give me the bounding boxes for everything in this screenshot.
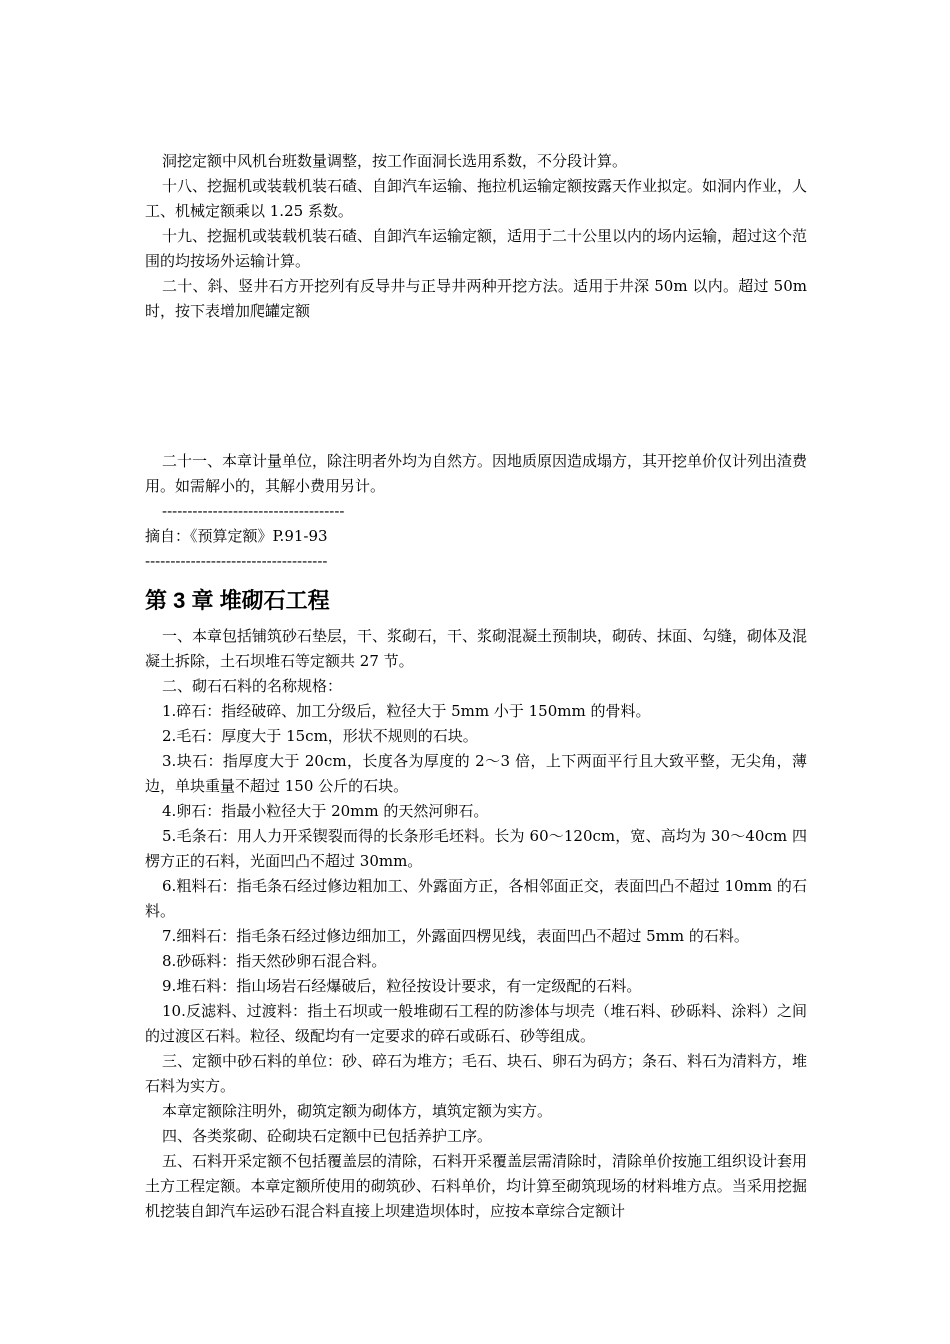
chapter-paragraph: 7.细料石：指毛条石经过修边细加工，外露面四楞见线，表面凹凸不超过 5mm 的石料。 bbox=[162, 927, 749, 945]
chapter-paragraph: 5.毛条石：用人力开采锲裂而得的长条形毛坯料。长为 60～120cm，宽、高均为 30～40cm 四楞方正的石料，光面凹凸不超过 30mm。 bbox=[145, 827, 807, 870]
incline-shaft-header-row bbox=[145, 324, 807, 349]
chapter-paragraph: 8.砂砾料：指天然砂卵石混合料。 bbox=[162, 952, 387, 970]
divider-line: ------------------------------------ bbox=[145, 552, 328, 570]
paragraph-fan-adjustment: 洞挖定额中风机台班数量调整，按工作面洞长选用系数，不分段计算。 bbox=[162, 152, 628, 170]
chapter-paragraph: 9.堆石料：指山场岩石经爆破后，粒径按设计要求，有一定级配的石料。 bbox=[162, 977, 642, 995]
paragraph-rule-19: 十九、挖掘机或装载机装石碴、自卸汽车运输定额，适用于二十公里以内的场内运输，超过这个范围的均按场外运输计算。 bbox=[145, 227, 808, 270]
paragraph-rule-21: 二十一、本章计量单位，除注明者外均为自然方。因地质原因造成塌方，其开挖单价仅计列出渣费用。如需解小的，其解小费用另计。 bbox=[145, 452, 808, 495]
chapter-paragraph: 本章定额除注明外，砌筑定额为砌体方，填筑定额为实方。 bbox=[162, 1102, 553, 1120]
paragraph-rule-18: 十八、挖掘机或装载机装石碴、自卸汽车运输、拖拉机运输定额按露天作业拟定。如洞内作业，人工、机械定额乘以 1.25 系数。 bbox=[145, 177, 808, 220]
divider-line: ------------------------------------ bbox=[162, 502, 345, 520]
chapter-paragraph: 10.反滤料、过渡料：指土石坝或一般堆砌石工程的防渗体与坝壳（堆石料、砂砾料、涂料）之间的过渡区石料。粒径、级配均有一定要求的碎石或砾石、砂等组成。 bbox=[145, 1002, 807, 1045]
chapter-paragraph: 一、本章包括铺筑砂石垫层，干、浆砌石，干、浆砌混凝土预制块，砌砖、抹面、勾缝，砌体及混凝土拆除，土石坝堆石等定额共 27 节。 bbox=[145, 627, 808, 670]
chapter-paragraph: 1.碎石：指经破碎、加工分级后，粒径大于 5mm 小于 150mm 的骨料。 bbox=[162, 702, 651, 720]
chapter-title: 第 3 章 堆砌石工程 bbox=[145, 588, 330, 613]
coefficient-row bbox=[145, 124, 807, 149]
chapter-paragraph: 三、定额中砂石料的单位：砂、碎石为堆方；毛石、块石、卵石为码方；条石、料石为清料方，堆石料为实方。 bbox=[145, 1052, 808, 1095]
incline-shaft-data-row bbox=[145, 349, 807, 374]
chapter-paragraph: 二、砌石石料的名称规格： bbox=[162, 677, 343, 695]
source-note: 摘自：《预算定额》P.91-93 bbox=[145, 527, 328, 545]
chapter-paragraph: 四、各类浆砌、砼砌块石定额中已包括养护工序。 bbox=[162, 1127, 493, 1145]
chapter-paragraph: 3.块石：指厚度大于 20cm，长度各为厚度的 2～3 倍，上下两面平行且大致平整，无尖角，薄边，单块重量不超过 150 公斤的石块。 bbox=[145, 752, 807, 795]
blank-line bbox=[145, 374, 807, 399]
document-page bbox=[145, 124, 807, 1224]
vertical-shaft-data-row bbox=[145, 424, 807, 449]
paragraph-rule-20: 二十、斜、竖井石方开挖列有反导井与正导井两种开挖方法。适用于井深 50m 以内。超过 50m 时，按下表增加爬罐定额 bbox=[145, 277, 807, 320]
chapter-paragraph: 6.粗料石：指毛条石经过修边粗加工、外露面方正，各相邻面正交，表面凹凸不超过 10mm 的石料。 bbox=[145, 877, 807, 920]
chapter-paragraph: 4.卵石：指最小粒径大于 20mm 的天然河卵石。 bbox=[162, 802, 489, 820]
chapter-paragraph: 五、石料开采定额不包括覆盖层的清除，石料开采覆盖层需清除时，清除单价按施工组织设计套用土方工程定额。本章定额所使用的砌筑砂、石料单价，均计算至砌筑现场的材料堆方点。当采用挖掘机挖装自卸汽车运砂石混合料直接上坝建造坝体时，应按本章综合定额计 bbox=[145, 1152, 808, 1220]
vertical-shaft-header-row bbox=[145, 399, 807, 424]
chapter-paragraph: 2.毛石：厚度大于 15cm，形状不规则的石块。 bbox=[162, 727, 478, 745]
